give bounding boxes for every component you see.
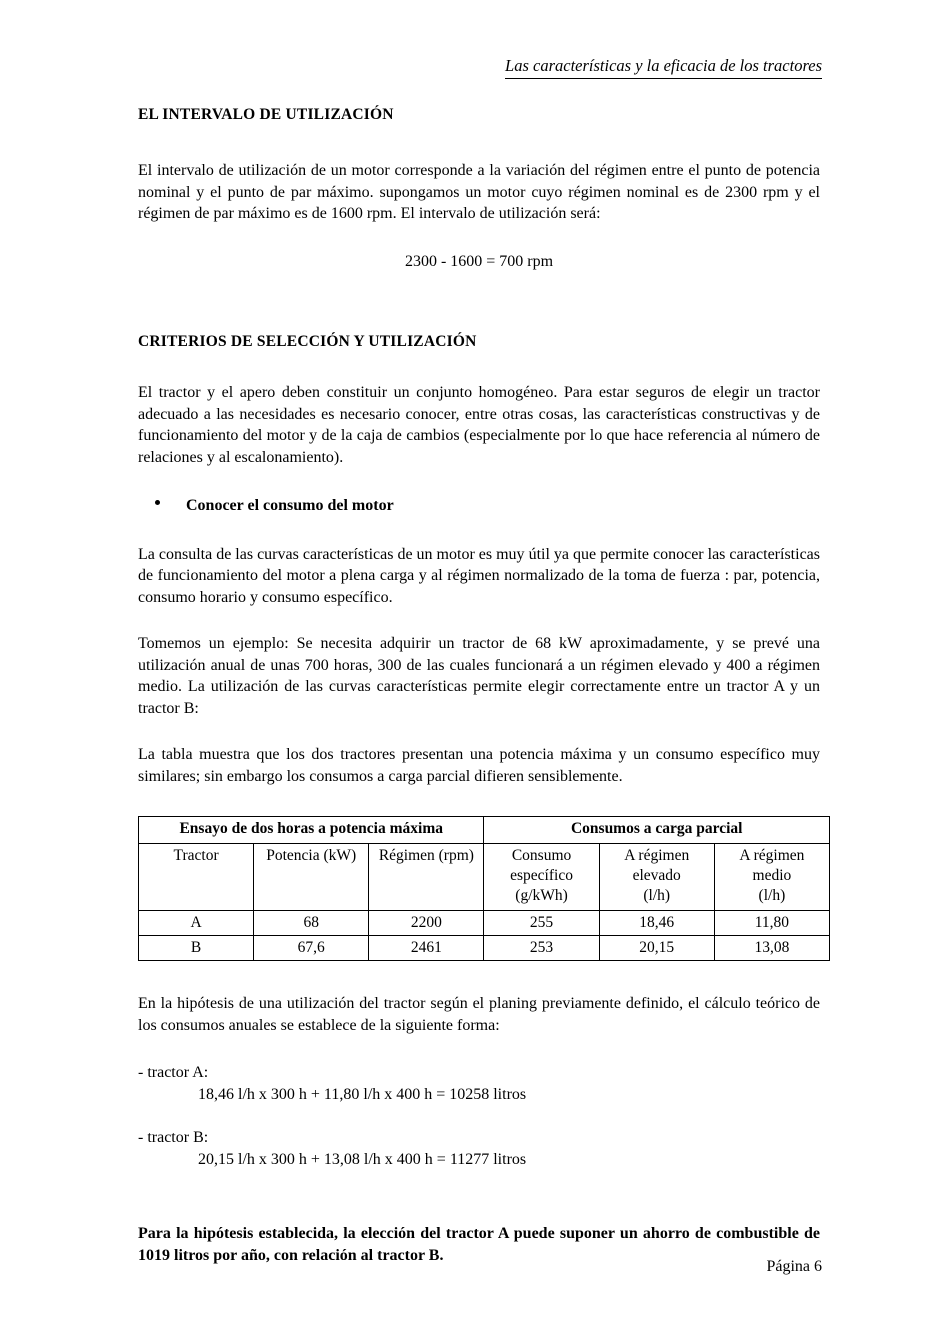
- table-body: [139, 817, 830, 961]
- cell-regimen-elevado: 20,15: [599, 936, 714, 961]
- header-line: elevado: [632, 867, 681, 884]
- paragraph-curvas-caracteristicas: La consulta de las curvas características de un motor es muy útil ya que permite conocer las características de funcionamiento del motor a plena carga y al régimen normalizado de la toma de fuerza : par, potencia, consumo horario y consumo específico.: [138, 545, 820, 606]
- paragraph-intervalo-definicion: El intervalo de utilización de un motor corresponde a la variación del régimen entre el punto de potencia nominal y el punto de par máximo. supongamos un motor cuyo régimen nominal es de 2300 rpm y el régimen de par máximo es de 1600 rpm. El intervalo de utilización será:: [138, 162, 820, 222]
- header-line: (g/kWh): [515, 887, 568, 904]
- table-column-header-row: [139, 844, 830, 911]
- header-line: A régimen: [624, 847, 690, 864]
- bullet-conocer-consumo: [138, 495, 820, 517]
- calculation-label: - tractor B:: [138, 1129, 209, 1146]
- heading-intervalo-utilizacion: EL INTERVALO DE UTILIZACIÓN: [138, 106, 394, 123]
- document-content: [138, 105, 820, 1266]
- table-col-header-consumo-especifico: [484, 844, 599, 911]
- table-col-header-regimen-medio: [714, 844, 829, 911]
- cell-regimen-medio: 13,08: [714, 936, 829, 961]
- paragraph-tabla-introduccion: La tabla muestra que los dos tractores presentan una potencia máxima y un consumo específico muy similares; sin embargo los consumos a carga parcial difieren sensiblemente.: [138, 746, 820, 785]
- table-group-header-ensayo: Ensayo de dos horas a potencia máxima: [139, 817, 484, 844]
- paragraph-ejemplo-tractor: Tomemos un ejemplo: Se necesita adquirir un tractor de 68 kW aproximadamente, y se prevé una utilización anual de unas 700 horas, 300 de las cuales funcionará a un régimen elevado y 400 a régimen medio. La utilización de las curvas características permite elegir correctamente entre un tractor A y un tractor B:: [138, 635, 820, 717]
- calculation-tractor-b: [138, 1127, 820, 1170]
- cell-regimen-medio: 11,80: [714, 911, 829, 936]
- header-line: Consumo: [511, 847, 572, 864]
- header-line: Potencia (kW): [266, 847, 357, 864]
- heading-criterios-seleccion: CRITERIOS DE SELECCIÓN Y UTILIZACIÓN: [138, 333, 477, 350]
- cell-regimen: 2200: [369, 911, 484, 936]
- table-col-header-tractor: [139, 844, 254, 911]
- table-row: [139, 936, 830, 961]
- cell-tractor: A: [139, 911, 254, 936]
- running-header-text: Las características y la eficacia de los tractores: [505, 55, 822, 79]
- table-row: [139, 911, 830, 936]
- bullet-conocer-consumo-label: Conocer el consumo del motor: [186, 497, 394, 514]
- table-col-header-potencia: [254, 844, 369, 911]
- header-line: A régimen: [739, 847, 805, 864]
- cell-consumo-especifico: 255: [484, 911, 599, 936]
- header-line: Régimen (rpm): [378, 847, 474, 864]
- tractor-comparison-table: [138, 816, 830, 961]
- cell-potencia: 68: [254, 911, 369, 936]
- page-number-label: Página 6: [766, 1258, 822, 1275]
- cell-regimen-elevado: 18,46: [599, 911, 714, 936]
- paragraph-tractor-apero: El tractor y el apero deben constituir un conjunto homogéneo. Para estar seguros de elegir un tractor adecuado a las necesidades es necesario conocer, entre otras cosas, las características constructivas y de funcionamiento del motor y de la caja de cambios (especialmente por lo que hace referencia al número de relaciones y al escalonamiento).: [138, 384, 820, 466]
- cell-tractor: B: [139, 936, 254, 961]
- header-line: Tractor: [173, 847, 219, 864]
- cell-regimen: 2461: [369, 936, 484, 961]
- header-line: específico: [510, 867, 573, 884]
- calculation-expression: 20,15 l/h x 300 h + 13,08 l/h x 400 h = 11277 litros: [198, 1150, 527, 1168]
- paragraph-hipotesis-calculo: En la hipótesis de una utilización del tractor según el planing previamente definido, el cálculo teórico de los consumos anuales se establece de la siguiente forma:: [138, 995, 820, 1034]
- table-group-header-consumos: Consumos a carga parcial: [484, 817, 830, 844]
- cell-potencia: 67,6: [254, 936, 369, 961]
- table-col-header-regimen-elevado: [599, 844, 714, 911]
- cell-consumo-especifico: 253: [484, 936, 599, 961]
- header-line: (l/h): [643, 887, 671, 904]
- calculation-label: - tractor A:: [138, 1064, 209, 1081]
- bullet-dot-icon: [154, 497, 164, 507]
- calculation-expression: 18,46 l/h x 300 h + 11,80 l/h x 400 h = 10258 litros: [198, 1085, 527, 1103]
- formula-intervalo-utilizacion: 2300 - 1600 = 700 rpm: [404, 252, 554, 270]
- page-footer: [132, 1258, 822, 1276]
- header-line: medio: [752, 867, 792, 884]
- calculation-tractor-a: [138, 1062, 820, 1105]
- header-line: (l/h): [758, 887, 786, 904]
- paragraph-conclusion-ahorro: Para la hipótesis establecida, la elección del tractor A puede suponer un ahorro de combustible de 1019 litros por año, con relación al tractor B.: [138, 1225, 820, 1264]
- running-header: [132, 55, 822, 79]
- table-group-header-row: [139, 817, 830, 844]
- table-col-header-regimen: [369, 844, 484, 911]
